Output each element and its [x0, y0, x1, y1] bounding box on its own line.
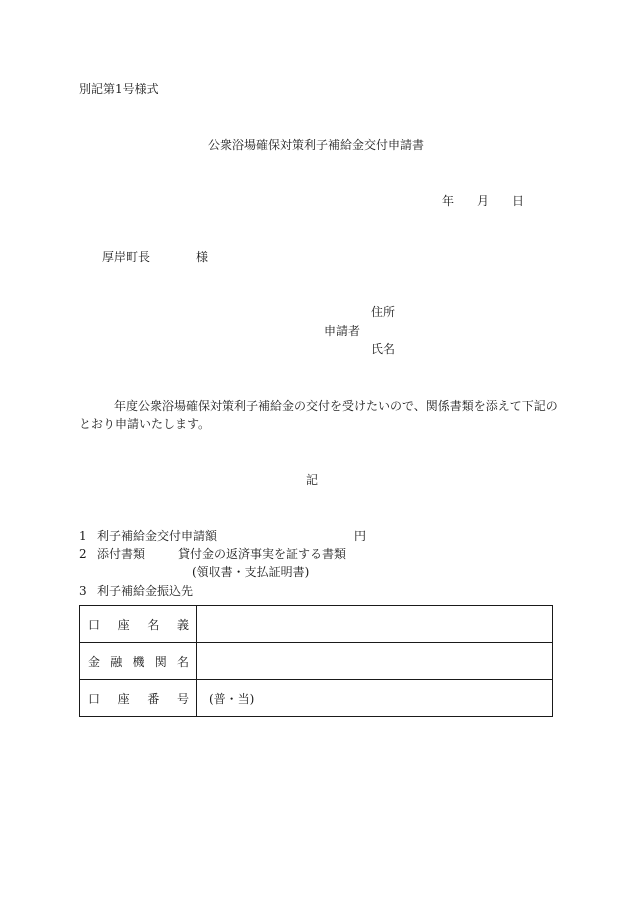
item2-value: 貸付金の返済事実を証する書類 — [178, 547, 347, 561]
date-year-label: 年 — [442, 194, 455, 208]
item2-number: 2 — [79, 547, 87, 561]
item2-label: 添付書類 — [97, 547, 146, 561]
addressee-honorific: 様 — [196, 250, 209, 264]
addressee-name: 厚岸町長 — [102, 250, 151, 264]
item2-note: (領収書・支払証明書) — [192, 565, 310, 579]
item1-unit: 円 — [354, 529, 367, 543]
applicant-name-label: 氏名 — [371, 342, 396, 356]
account-number-field[interactable]: (普・当) — [197, 680, 553, 717]
table-row — [80, 680, 553, 717]
account-holder-field[interactable] — [197, 606, 553, 643]
item1-label: 利子補給金交付申請額 — [97, 529, 218, 543]
item3-number: 3 — [79, 584, 87, 598]
table-row — [80, 606, 553, 643]
account-holder-label: 口 座 名 義 — [80, 606, 197, 643]
item1-number: 1 — [79, 529, 87, 543]
account-number-label: 口 座 番 号 — [80, 680, 197, 717]
financial-institution-field[interactable] — [197, 643, 553, 680]
item3-label: 利子補給金振込先 — [97, 584, 194, 598]
bank-account-table — [79, 605, 553, 717]
document-title: 公衆浴場確保対策利子補給金交付申請書 — [208, 138, 425, 152]
ki-heading: 記 — [306, 473, 319, 487]
date-month-label: 月 — [477, 194, 490, 208]
applicant-address-label: 住所 — [371, 305, 396, 319]
date-day-label: 日 — [512, 194, 525, 208]
body-text-line1: 年度公衆浴場確保対策利子補給金の交付を受けたいので、関係書類を添えて下記の — [114, 399, 558, 413]
table-row — [80, 643, 553, 680]
applicant-role-label: 申請者 — [324, 324, 361, 338]
form-number: 別記第1号様式 — [79, 82, 159, 96]
body-text-line2: とおり申請いたします。 — [79, 417, 211, 431]
financial-institution-label: 金 融 機 関 名 — [80, 643, 197, 680]
